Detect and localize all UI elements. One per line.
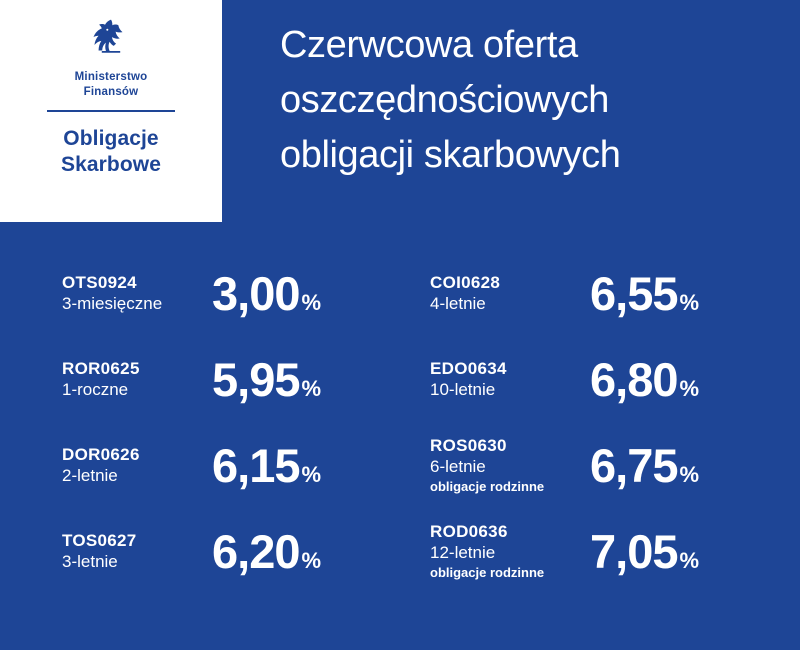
- bond-row: [62, 250, 400, 336]
- logo-panel: [0, 0, 222, 222]
- bond-rate-value: 6,75: [590, 438, 678, 492]
- bond-rate: [590, 352, 770, 406]
- bond-labels: [430, 358, 590, 401]
- percent-sign: %: [679, 547, 700, 573]
- bond-rate-value: 3,00: [212, 266, 300, 320]
- bond-code: TOS0627: [62, 530, 137, 550]
- bond-code: COI0628: [430, 272, 501, 292]
- ministry-line-1: Ministerstwo: [74, 71, 148, 83]
- bond-labels: [430, 272, 590, 315]
- bond-rate: [590, 438, 770, 492]
- divider: [47, 110, 175, 112]
- percent-sign: %: [301, 289, 322, 315]
- bond-code: ROS0630: [430, 436, 507, 455]
- polish-eagle-emblem-icon: [88, 16, 134, 62]
- brand-line-2: Skarbowe: [60, 153, 161, 176]
- bond-code: EDO0634: [430, 358, 507, 378]
- bond-rate: [590, 524, 770, 578]
- percent-sign: %: [679, 289, 700, 315]
- bond-rate-value: 6,15: [212, 438, 300, 492]
- percent-sign: %: [301, 547, 322, 573]
- title-line-3: obligacji skarbowych: [280, 134, 621, 176]
- bond-labels: [62, 272, 212, 315]
- bond-rate-value: 6,80: [590, 352, 678, 406]
- bond-labels: [430, 435, 590, 495]
- bond-term: 12-letnie: [430, 543, 496, 562]
- bond-term: 1-roczne: [62, 379, 129, 399]
- bond-note: obligacje rodzinne: [430, 479, 545, 494]
- bond-rate: [212, 524, 382, 578]
- percent-sign: %: [301, 375, 322, 401]
- percent-sign: %: [679, 375, 700, 401]
- bond-offer-grid: [0, 250, 800, 594]
- bond-row: [430, 508, 800, 594]
- percent-sign: %: [301, 461, 322, 487]
- bond-rate: [590, 266, 770, 320]
- title-line-1: Czerwcowa oferta: [280, 24, 578, 66]
- title-line-2: oszczędnościowych: [280, 79, 610, 121]
- poster-header: [0, 0, 800, 222]
- bond-rate-value: 7,05: [590, 524, 678, 578]
- bond-rate: [212, 266, 382, 320]
- bond-rate-value: 5,95: [212, 352, 300, 406]
- brand-name: [0, 126, 222, 178]
- bond-code: ROD0636: [430, 522, 508, 541]
- bond-row: [430, 250, 800, 336]
- bond-term: 6-letnie: [430, 457, 486, 476]
- bond-term: 3-miesięczne: [62, 293, 163, 313]
- ministry-line-2: Finansów: [83, 86, 139, 98]
- page-title: [280, 18, 780, 183]
- bond-term: 3-letnie: [62, 551, 118, 571]
- bond-labels: [62, 358, 212, 401]
- bond-column-right: [400, 250, 800, 594]
- bond-code: ROR0625: [62, 358, 140, 378]
- bond-labels: [62, 530, 212, 573]
- bond-rate: [212, 352, 382, 406]
- bond-term: 2-letnie: [62, 465, 118, 485]
- bond-labels: [430, 521, 590, 581]
- percent-sign: %: [679, 461, 700, 487]
- bond-term: 4-letnie: [430, 293, 486, 313]
- bond-row: [430, 422, 800, 508]
- bond-code: DOR0626: [62, 444, 140, 464]
- bond-column-left: [0, 250, 400, 594]
- bond-row: [62, 336, 400, 422]
- bond-note: obligacje rodzinne: [430, 565, 545, 580]
- bond-row: [62, 508, 400, 594]
- bond-code: OTS0924: [62, 272, 137, 292]
- bond-rate-value: 6,20: [212, 524, 300, 578]
- bond-rate-value: 6,55: [590, 266, 678, 320]
- ministry-name: [0, 70, 222, 100]
- bond-row: [430, 336, 800, 422]
- bond-term: 10-letnie: [430, 379, 496, 399]
- bond-row: [62, 422, 400, 508]
- bond-rate: [212, 438, 382, 492]
- brand-line-1: Obligacje: [63, 127, 159, 150]
- bond-labels: [62, 444, 212, 487]
